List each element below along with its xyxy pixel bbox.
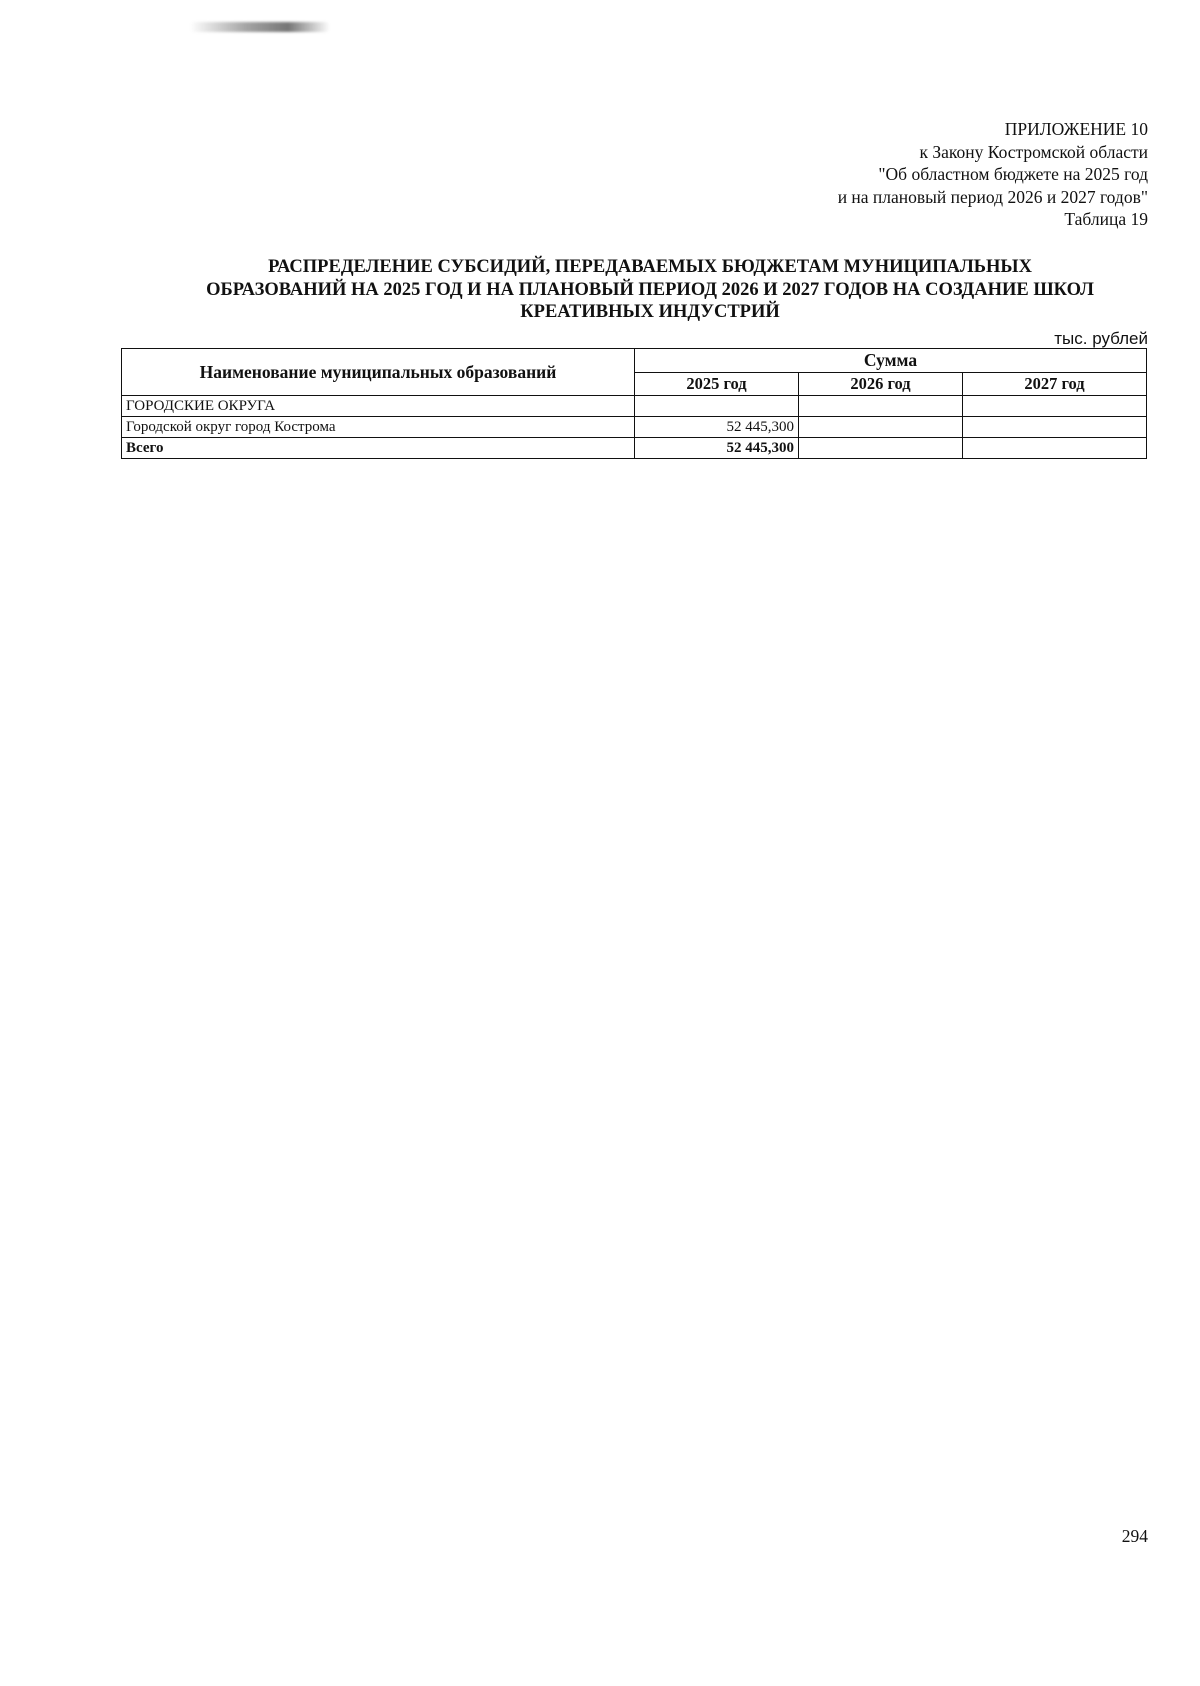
appendix-law-ref: к Закону Костромской области [919,141,1148,162]
header-sum: Сумма [635,349,1147,373]
page-number: 294 [1121,1526,1148,1546]
total-value-2027 [963,438,1147,459]
appendix-law-title-2: и на плановый период 2026 и 2027 годов" [837,186,1148,207]
header-year-2027: 2027 год [963,372,1147,396]
appendix-number: ПРИЛОЖЕНИЕ 10 [1004,119,1148,139]
subsidy-table [121,348,1147,459]
appendix-law-title-1: "Об областном бюджете на 2025 год [878,164,1148,184]
appendix-header [838,118,1148,231]
row-value-2026 [799,417,963,438]
total-label: Всего [122,438,635,459]
table-total-row [122,438,1147,459]
header-year-2026: 2026 год [799,372,963,396]
header-name: Наименование муниципальных образований [122,349,635,396]
title-line-1: РАСПРЕДЕЛЕНИЕ СУБСИДИЙ, ПЕРЕДАВАЕМЫХ БЮДЖЕТАМ МУНИЦИПАЛЬНЫХ [268,257,1032,277]
scan-artifact [190,22,330,32]
document-title [120,256,1180,324]
table-number: Таблица 19 [1064,209,1148,229]
row-value-2027 [963,417,1147,438]
table-row [122,417,1147,438]
title-line-2: ОБРАЗОВАНИЙ НА 2025 ГОД И НА ПЛАНОВЫЙ ПЕРИОД 2026 И 2027 ГОДОВ НА СОЗДАНИЕ ШКОЛ [206,279,1094,300]
title-line-3: КРЕАТИВНЫХ ИНДУСТРИЙ [520,302,780,322]
table-row [122,396,1147,417]
row-name: Городской округ город Кострома [122,417,635,438]
row-value-2025: 52 445,300 [635,417,799,438]
row-name: ГОРОДСКИЕ ОКРУГА [122,396,635,417]
row-value-2026 [799,396,963,417]
table-header-row [122,349,1147,373]
total-value-2026 [799,438,963,459]
total-value-2025: 52 445,300 [635,438,799,459]
row-value-2025 [635,396,799,417]
units-label: тыс. рублей [1054,329,1148,348]
header-year-2025: 2025 год [635,372,799,396]
row-value-2027 [963,396,1147,417]
